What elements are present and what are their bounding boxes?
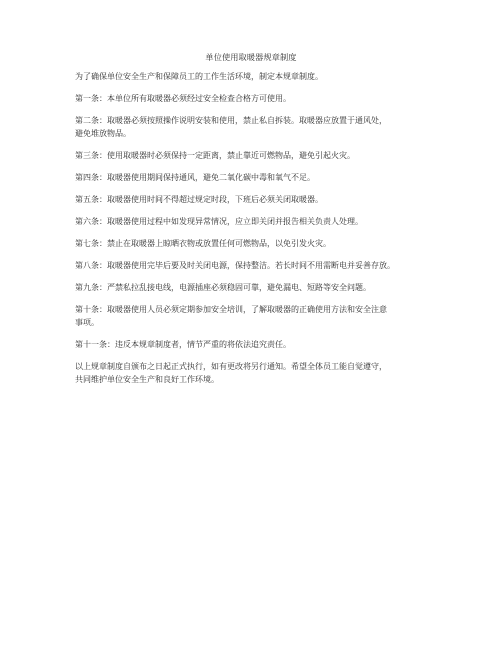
paragraph-article-11 bbox=[75, 338, 435, 351]
paragraph-line: 第九条：严禁私拉乱接电线，电源插座必须稳固可靠，避免漏电、短路等安全问题。 bbox=[75, 283, 371, 292]
paragraph-article-8 bbox=[75, 259, 435, 272]
paragraph-line: 第五条：取暖器使用时间不得超过规定时段，下班后必须关闭取暖器。 bbox=[75, 195, 323, 204]
paragraph-line: 第七条：禁止在取暖器上晾晒衣物或放置任何可燃物品，以免引发火灾。 bbox=[75, 239, 331, 248]
paragraph-article-6 bbox=[75, 215, 435, 228]
paragraph-line: 以上规章制度自颁布之日起正式执行，如有更改将另行通知。希望全体员工能自觉遵守， bbox=[75, 362, 387, 371]
paragraph-line: 第一条：本单位所有取暖器必须经过安全检查合格方可使用。 bbox=[75, 94, 291, 103]
paragraph-article-7 bbox=[75, 237, 435, 250]
document-title: 单位使用取暖器规章制度 bbox=[205, 52, 297, 62]
paragraph-closing bbox=[75, 360, 435, 386]
paragraph-line: 第十一条：违反本规章制度者，情节严重的将依法追究责任。 bbox=[75, 340, 291, 349]
paragraph-article-3 bbox=[75, 149, 435, 162]
paragraph-line: 为了确保单位安全生产和保障员工的工作生活环境，制定本规章制度。 bbox=[75, 72, 323, 81]
paragraph-line: 共同维护单位安全生产和良好工作环境。 bbox=[75, 375, 219, 384]
paragraph-line: 第十条：取暖器使用人员必须定期参加安全培训，了解取暖器的正确使用方法和安全注意 bbox=[75, 305, 387, 314]
paragraph-line: 避免堆放物品。 bbox=[75, 129, 131, 138]
paragraph-intro bbox=[75, 70, 435, 83]
paragraph-line: 第四条：取暖器使用期间保持通风，避免二氧化碳中毒和氧气不足。 bbox=[75, 173, 315, 182]
paragraph-article-1 bbox=[75, 92, 435, 105]
paragraph-line: 事项。 bbox=[75, 318, 99, 327]
paragraph-article-4 bbox=[75, 171, 435, 184]
paragraph-line: 第二条：取暖器必须按照操作说明安装和使用，禁止私自拆装。取暖器应放置于通风处， bbox=[75, 116, 387, 125]
paragraph-line: 第六条：取暖器使用过程中如发现异常情况，应立即关闭并报告相关负责人处理。 bbox=[75, 217, 363, 226]
paragraph-article-9 bbox=[75, 281, 435, 294]
paragraph-article-10 bbox=[75, 303, 435, 329]
paragraph-article-5 bbox=[75, 193, 435, 206]
document-body bbox=[75, 70, 435, 395]
paragraph-article-2 bbox=[75, 114, 435, 140]
paragraph-line: 第三条：使用取暖器时必须保持一定距离，禁止靠近可燃物品，避免引起火灾。 bbox=[75, 151, 355, 160]
paragraph-line: 第八条：取暖器使用完毕后要及时关闭电源，保持整洁。若长时间不用需断电并妥善存放。 bbox=[75, 261, 395, 270]
